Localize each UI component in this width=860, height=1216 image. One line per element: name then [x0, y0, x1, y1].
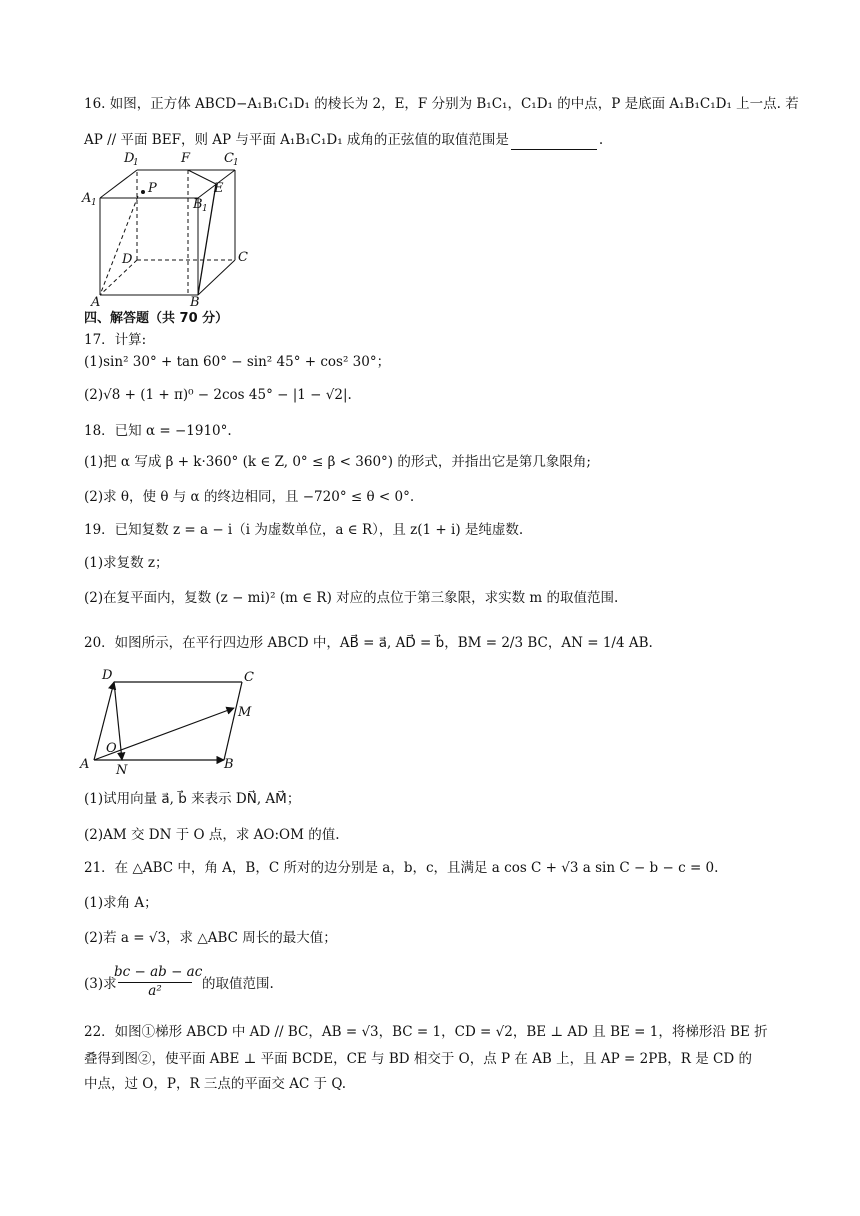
q18-p1: (1)把 α 写成 β + k·360° (k ∈ Z, 0° ≤ β < 360°) 的形式，并指出它是第几象限角; [84, 454, 591, 470]
parallelogram-figure [78, 664, 268, 776]
label-D: D [122, 252, 133, 267]
label-A: A [80, 757, 90, 772]
label-M: M [238, 705, 252, 720]
q20-p2: (2)AM 交 DN 于 O 点，求 AO:OM 的值. [84, 827, 340, 843]
q22-line1: 22．如图①梯形 ABCD 中 AD // BC，AB = √3，BC = 1，CD = √2，BE ⊥ AD 且 BE = 1，将梯形沿 BE 折 [84, 1024, 768, 1040]
label-A: A [91, 295, 101, 308]
q21-p3-suffix: 的取值范围. [202, 976, 274, 992]
label-N: N [116, 763, 128, 776]
label-C: C [238, 250, 248, 265]
q21-p2: (2)若 a = √3，求 △ABC 周长的最大值； [84, 930, 337, 946]
q16-line1: 16. 如图，正方体 ABCD−A₁B₁C₁D₁ 的棱长为 2，E，F 分别为 B₁C₁，C₁D₁ 的中点，P 是底面 A₁B₁C₁D₁ 上一点. 若 [84, 96, 799, 112]
q21-p3-prefix: (3)求 [84, 976, 117, 992]
svg-text:1: 1 [91, 198, 97, 208]
q17-p1: (1)sin² 30° + tan 60° − sin² 45° + cos² 30°； [84, 354, 391, 370]
cube-figure [80, 150, 250, 308]
answer-blank [511, 135, 597, 150]
q21-p3-denominator: a² [148, 983, 162, 999]
q16-line2-end: . [598, 132, 604, 148]
label-D: D [102, 668, 113, 683]
label-B: B [190, 295, 200, 308]
q21-p3-fraction [114, 964, 203, 1000]
q17-p2: (2)√8 + (1 + π)⁰ − 2cos 45° − |1 − √2|. [84, 387, 352, 403]
label-F: F [181, 151, 191, 166]
label-D1: D [124, 151, 135, 166]
label-O: O [106, 741, 117, 756]
label-C: C [244, 670, 254, 685]
q21-p3-numerator: bc − ab − ac [114, 964, 203, 980]
q18-stem: 18．已知 α = −1910°. [84, 423, 232, 439]
q19-p2: (2)在复平面内，复数 (z − mi)² (m ∈ R) 对应的点位于第三象限，求实数 m 的取值范围. [84, 590, 619, 606]
q18-p2: (2)求 θ，使 θ 与 α 的终边相同，且 −720° ≤ θ < 0°. [84, 489, 415, 505]
q19-p1: (1)求复数 z； [84, 555, 169, 571]
q16-line2-text: AP // 平面 BEF，则 AP 与平面 A₁B₁C₁D₁ 成角的正弦值的取值范围是 [84, 132, 509, 148]
q20-stem: 20．如图所示，在平行四边形 ABCD 中，AB⃗ = a⃗, AD⃗ = b⃗，BM = 2/3 BC，AN = 1/4 AB. [84, 635, 653, 651]
q20-p1: (1)试用向量 a⃗, b⃗ 来表示 DN⃗, AM⃗； [84, 791, 301, 807]
label-A1: A [82, 191, 92, 206]
section-title: 四、解答题（共 70 分） [84, 311, 229, 326]
label-C1: C [224, 151, 234, 166]
svg-text:1: 1 [233, 158, 239, 168]
q21-p1: (1)求角 A； [84, 895, 158, 911]
svg-text:1: 1 [133, 158, 139, 168]
label-B1: B [193, 197, 203, 212]
label-P: P [148, 181, 157, 196]
label-B: B [224, 757, 234, 772]
q21-stem: 21．在 △ABC 中，角 A，B，C 所对的边分别是 a，b，c，且满足 a cos C + √3 a sin C − b − c = 0. [84, 860, 719, 876]
q16-line2 [84, 130, 603, 150]
q22-line3: 中点，过 O，P，R 三点的平面交 AC 于 Q. [84, 1076, 347, 1092]
q22-line2: 叠得到图②，使平面 ABE ⊥ 平面 BCDE，CE 与 BD 相交于 O，点 P 在 AB 上，且 AP = 2PB，R 是 CD 的 [84, 1051, 752, 1067]
label-E: E [214, 181, 224, 196]
q17-stem: 17．计算: [84, 332, 147, 348]
svg-text:1: 1 [202, 204, 208, 214]
q19-stem: 19．已知复数 z = a − i（i 为虚数单位，a ∈ R），且 z(1 + i) 是纯虚数. [84, 522, 524, 538]
